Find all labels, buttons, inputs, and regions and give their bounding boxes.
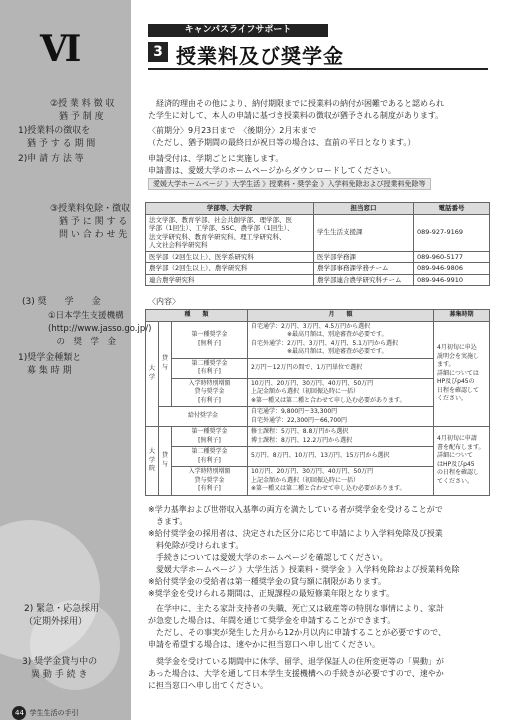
contact-phone: 089-946-9806 bbox=[414, 263, 490, 275]
section-number: 3 bbox=[148, 42, 168, 62]
scholar-header: 募集時期 bbox=[434, 310, 490, 322]
contact-phone: 089-960-5177 bbox=[414, 251, 490, 263]
change-procedure-text: 奨学金を受けている期間中に休学、留学、退学保証人の住所変更等の「異動」が あった場合は、大学を通して日本学生支援機構への手続きが必要ですので、速やか に担当窓口へ申し出てください。 bbox=[148, 657, 444, 690]
category-band: キャンパスライフサポート bbox=[148, 24, 328, 37]
contact-phone: 089-927-9169 bbox=[414, 214, 490, 251]
label-deferral-period: 1)授業料の徴収を 猶 予 す る 期 間 bbox=[18, 126, 96, 149]
emergency-text: 在学中に、主たる家計支持者の失職、死亡又は破産等の特別な事情により、家計 が急変した場合は、年間を通じて奨学金を申請することができます。 ただし、その事実が発生した月から12か月以内に申請することが必要ですので、 申請を希望する場合は、速やかに担当窓口へ申し出てください。 bbox=[148, 604, 447, 649]
table-row bbox=[146, 427, 490, 447]
contact-faculty: 法文学部、教育学部、社会共創学部、理学部、医 学部（1回生）、工学部、SSC、農学部（1回生）、 法文学研究科、教育学研究科、理工学研究科、 人文社会科学研究科 bbox=[146, 214, 314, 251]
scholar-type: 第一種奨学金 [無利子] bbox=[172, 321, 248, 358]
title-rule bbox=[148, 68, 488, 70]
label-scholarship: (3) 奨 学 金 bbox=[22, 297, 101, 307]
contact-faculty: 医学部（2回生以上）、医学系研究科 bbox=[146, 251, 314, 263]
contact-office: 農学部事務課学務チーム bbox=[314, 263, 414, 275]
label-deferral-system: ②授 業 料 徴 収 猶 予 制 度 bbox=[50, 99, 115, 122]
contact-header: 担当窓口 bbox=[314, 203, 414, 215]
contact-phone: 089-946-9910 bbox=[414, 274, 490, 286]
page-number: 44 bbox=[12, 706, 26, 720]
label-change-procedure: 3) 奨学金貸与中の 異 動 手 続 き bbox=[22, 657, 98, 680]
scholar-amount: 5万円、8万円、10万円、13万円、15万円から選択 bbox=[247, 447, 433, 467]
loan-label: 貸与 bbox=[159, 427, 172, 496]
deferral-period-text: 〈前期分〉9月23日まで 〈後期分〉2月末まで （ただし、猶予期間の最終日が祝日等の場合は、直前の平日となります。） bbox=[148, 126, 416, 147]
contents-label: 〈内容〉 bbox=[148, 297, 180, 306]
breadcrumb-path: 愛媛大学ホームページ 》大学生活 》授業料・奨学金 》入学料免除および授業料免除等 bbox=[148, 178, 431, 190]
table-row bbox=[146, 214, 490, 251]
sidebar bbox=[0, 0, 152, 720]
contact-office: 学生生活支援課 bbox=[314, 214, 414, 251]
label-scholarship-types: 1)奨学金種類と 募 集 時 期 bbox=[18, 353, 82, 376]
scholar-type: 第二種奨学金 [有利子] bbox=[172, 447, 248, 467]
label-emergency: 2) 緊急・応急採用 （定期外採用） bbox=[24, 604, 100, 627]
footer bbox=[8, 698, 78, 720]
label-jasso: ①日本学生支援機構 (http://www.jasso.go.jp/) の 奨 学 金 bbox=[48, 311, 152, 347]
deferral-description: 経済的理由その他により、納付期限までに授業料の納付が困難であると認められ た学生に対して、本人の申請に基づき授業料の徴収が猶予される制度があります。 bbox=[148, 99, 444, 120]
scholar-type: 入学時特別増額 貸与奨学金 [有利子] bbox=[172, 467, 248, 496]
contact-header: 学部等、大学院 bbox=[146, 203, 314, 215]
univ-label: 大学 bbox=[146, 321, 159, 427]
scholar-type: 第二種奨学金 [有利子] bbox=[172, 358, 248, 378]
contact-table bbox=[145, 202, 490, 286]
table-row bbox=[146, 274, 490, 286]
label-application-method: 2)申 請 方 法 等 bbox=[18, 154, 84, 164]
scholar-amount: 修士課程：5万円、8.8万円から選択 博士課程：8万円、12.2万円から選択 bbox=[247, 427, 433, 447]
grad-label: 大学院 bbox=[146, 427, 159, 496]
period-grad: 4月初旬に申請 書を配布します。 詳細について はHP及びp45 の日程を確認し てください。 bbox=[434, 427, 490, 496]
footer-label: 学生生活の手引 bbox=[29, 709, 79, 717]
contact-office: 農学部連合農学研究科チーム bbox=[314, 274, 414, 286]
scholar-type: 給付奨学金 bbox=[159, 407, 248, 427]
scholar-amount: 自宅通学：2万円、3万円、4.5万円から選択 ※最高月額は、別途審査が必要です。 自宅外通学：2万円、3万円、4万円、5.1万円から選択 ※最高月額は、別途審査が必要です。 bbox=[247, 321, 433, 358]
table-row bbox=[146, 321, 490, 358]
contact-header: 電話番号 bbox=[414, 203, 490, 215]
period-univ: 4月初旬に申込 説明会を実施し ます。 詳細については HP及びp45の 日程を確認して ください。 bbox=[434, 321, 490, 427]
table-row bbox=[146, 251, 490, 263]
scholarship-table bbox=[145, 309, 490, 496]
scholar-amount: 10万円、20万円、30万円、40万円、50万円 上記金額から選択（初回振込時に一括） ※第一種又は第二種と合わせて申し込む必要があります。 bbox=[247, 467, 433, 496]
chapter-number: Ⅵ bbox=[40, 28, 80, 70]
page-title: 授業料及び奨学金 bbox=[176, 44, 344, 68]
application-text: 申請受付は、学期ごとに実施します。 申請書は、愛媛大学のホームページからダウンロードしてください。 bbox=[148, 154, 396, 175]
contact-faculty: 農学部（2回生以上）、農学研究科 bbox=[146, 263, 314, 275]
scholar-type: 入学時特別増額 貸与奨学金 [有利子] bbox=[172, 378, 248, 407]
scholar-amount: 2万円〜12万円の間で、1万円単位で選択 bbox=[247, 358, 433, 378]
scholar-amount: 自宅通学：9,800円〜33,300円 自宅外通学：22,300円〜66,700円 bbox=[247, 407, 433, 427]
table-row bbox=[146, 263, 490, 275]
contact-faculty: 連合農学研究科 bbox=[146, 274, 314, 286]
contact-office: 医学部学務課 bbox=[314, 251, 414, 263]
scholar-header: 月 額 bbox=[247, 310, 433, 322]
label-inquiry: ③授業料免除・徴収 猶 予 に 関 す る 問 い 合 わ せ 先 bbox=[50, 204, 131, 240]
loan-label: 貸与 bbox=[159, 321, 172, 407]
notes: ※学力基準および世帯収入基準の両方を満たしている者が奨学金を受けることがで きます。 ※給付奨学金の採用者は、決定された区分に応じて申請により入学料免除及び授業 料免除が受けられます。 手続きについては愛媛大学のホームページを確認してください。 愛媛大学ホームページ 》大学生活 》授業料・奨学金 》入学料免除および授業料免除 ※給付奨学金の受給者は第一種奨学金の貸与額に制限があります。 ※奨学金を受けられる期間は、正規課程の最短修業年限となります。 bbox=[148, 505, 460, 598]
scholar-type: 第一種奨学金 [無利子] bbox=[172, 427, 248, 447]
scholar-header: 種 類 bbox=[146, 310, 248, 322]
scholar-amount: 10万円、20万円、30万円、40万円、50万円 上記金額から選択（初回振込時に一括） ※第一種又は第二種と合わせて申し込む必要があります。 bbox=[247, 378, 433, 407]
